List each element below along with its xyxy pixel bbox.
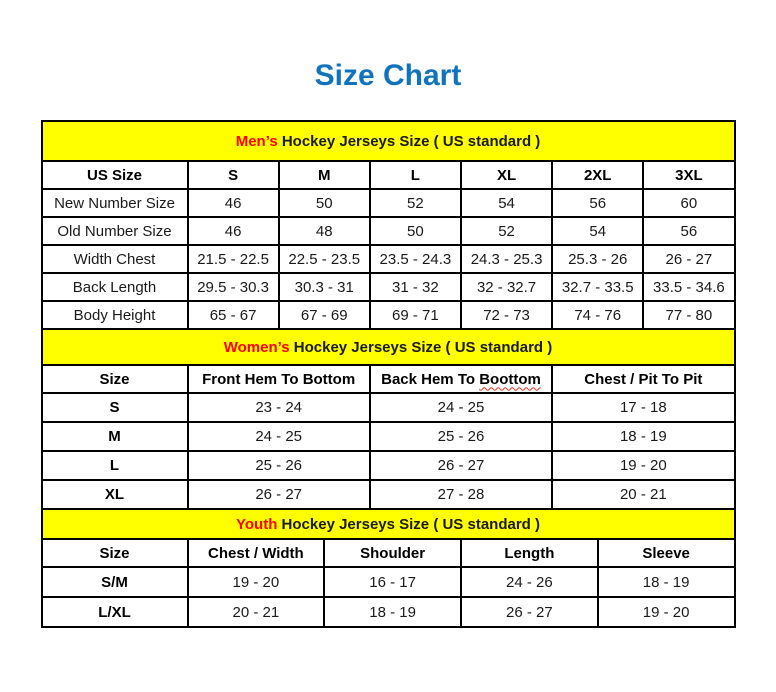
column-header: Chest / Width <box>188 539 325 567</box>
value-cell: 25.3 - 26 <box>552 245 643 273</box>
column-header: Front Hem To Bottom <box>188 365 370 393</box>
value-cell: 56 <box>552 189 643 217</box>
table-row <box>42 301 735 329</box>
mens-banner-highlight: Men’s <box>235 132 278 150</box>
row-label: L/XL <box>42 597 188 627</box>
value-cell: 24.3 - 25.3 <box>461 245 552 273</box>
value-cell: 56 <box>643 217 734 245</box>
value-cell: 54 <box>552 217 643 245</box>
row-label: Width Chest <box>42 245 188 273</box>
column-header: Length <box>461 539 598 567</box>
youth-banner <box>42 509 735 539</box>
value-cell: 32 - 32.7 <box>461 273 552 301</box>
table-row <box>42 567 735 597</box>
mens-banner <box>42 121 735 161</box>
value-cell: 26 - 27 <box>188 480 370 509</box>
table-row <box>42 217 735 245</box>
value-cell: 50 <box>279 189 370 217</box>
value-cell: 77 - 80 <box>643 301 734 329</box>
value-cell: 20 - 21 <box>552 480 734 509</box>
column-header: XL <box>461 161 552 189</box>
page-title: Size Chart <box>314 59 462 92</box>
column-header: L <box>370 161 461 189</box>
table-row <box>42 393 735 422</box>
row-label: Body Height <box>42 301 188 329</box>
column-header: Size <box>42 539 188 567</box>
table-row <box>42 189 735 217</box>
value-cell: 18 - 19 <box>552 422 734 451</box>
womens-header-row <box>42 365 735 393</box>
column-header: S <box>188 161 279 189</box>
value-cell: 23 - 24 <box>188 393 370 422</box>
womens-size-table <box>41 328 736 510</box>
value-cell: 25 - 26 <box>370 422 552 451</box>
row-label: Old Number Size <box>42 217 188 245</box>
column-header: Size <box>42 365 188 393</box>
value-cell: 50 <box>370 217 461 245</box>
row-label: S/M <box>42 567 188 597</box>
mens-size-table <box>41 120 736 330</box>
column-header-back-hem <box>370 365 552 393</box>
column-header: 3XL <box>643 161 734 189</box>
table-row <box>42 480 735 509</box>
value-cell: 46 <box>188 189 279 217</box>
value-cell: 26 - 27 <box>461 597 598 627</box>
column-header: 2XL <box>552 161 643 189</box>
column-header: M <box>279 161 370 189</box>
womens-banner-row <box>42 329 735 365</box>
value-cell: 17 - 18 <box>552 393 734 422</box>
table-row <box>42 422 735 451</box>
value-cell: 29.5 - 30.3 <box>188 273 279 301</box>
value-cell: 30.3 - 31 <box>279 273 370 301</box>
value-cell: 52 <box>370 189 461 217</box>
column-header: Shoulder <box>324 539 461 567</box>
table-row <box>42 273 735 301</box>
womens-banner-highlight: Women’s <box>223 338 290 356</box>
value-cell: 19 - 20 <box>552 451 734 480</box>
mens-banner-row <box>42 121 735 161</box>
value-cell: 26 - 27 <box>370 451 552 480</box>
value-cell: 18 - 19 <box>324 597 461 627</box>
table-row <box>42 451 735 480</box>
value-cell: 18 - 19 <box>598 567 735 597</box>
value-cell: 19 - 20 <box>598 597 735 627</box>
value-cell: 24 - 25 <box>188 422 370 451</box>
womens-banner <box>42 329 735 365</box>
value-cell: 24 - 25 <box>370 393 552 422</box>
youth-size-table <box>41 508 736 628</box>
value-cell: 52 <box>461 217 552 245</box>
youth-banner-rest: Hockey Jerseys Size ( US standard ) <box>277 515 540 533</box>
value-cell: 32.7 - 33.5 <box>552 273 643 301</box>
value-cell: 74 - 76 <box>552 301 643 329</box>
row-label: M <box>42 422 188 451</box>
value-cell: 24 - 26 <box>461 567 598 597</box>
value-cell: 19 - 20 <box>188 567 325 597</box>
womens-banner-rest: Hockey Jerseys Size ( US standard ) <box>289 338 553 356</box>
value-cell: 16 - 17 <box>324 567 461 597</box>
value-cell: 48 <box>279 217 370 245</box>
value-cell: 72 - 73 <box>461 301 552 329</box>
column-header: Chest / Pit To Pit <box>552 365 734 393</box>
row-label: XL <box>42 480 188 509</box>
row-label: S <box>42 393 188 422</box>
value-cell: 60 <box>643 189 734 217</box>
value-cell: 25 - 26 <box>188 451 370 480</box>
value-cell: 33.5 - 34.6 <box>643 273 734 301</box>
size-chart <box>41 120 736 628</box>
value-cell: 46 <box>188 217 279 245</box>
mens-header-row <box>42 161 735 189</box>
youth-header-row <box>42 539 735 567</box>
back-hem-prefix: Back Hem To <box>381 370 480 388</box>
value-cell: 26 - 27 <box>643 245 734 273</box>
column-header: US Size <box>42 161 188 189</box>
value-cell: 23.5 - 24.3 <box>370 245 461 273</box>
row-label: New Number Size <box>42 189 188 217</box>
value-cell: 21.5 - 22.5 <box>188 245 279 273</box>
value-cell: 67 - 69 <box>279 301 370 329</box>
table-row <box>42 597 735 627</box>
back-hem-misspelled-word: Boottom <box>479 370 541 388</box>
value-cell: 69 - 71 <box>370 301 461 329</box>
row-label: Back Length <box>42 273 188 301</box>
value-cell: 31 - 32 <box>370 273 461 301</box>
value-cell: 54 <box>461 189 552 217</box>
mens-banner-rest: Hockey Jerseys Size ( US standard ) <box>277 132 541 150</box>
table-row <box>42 245 735 273</box>
youth-banner-row <box>42 509 735 539</box>
youth-banner-highlight: Youth <box>236 515 278 533</box>
value-cell: 20 - 21 <box>188 597 325 627</box>
row-label: L <box>42 451 188 480</box>
value-cell: 27 - 28 <box>370 480 552 509</box>
value-cell: 22.5 - 23.5 <box>279 245 370 273</box>
column-header: Sleeve <box>598 539 735 567</box>
value-cell: 65 - 67 <box>188 301 279 329</box>
